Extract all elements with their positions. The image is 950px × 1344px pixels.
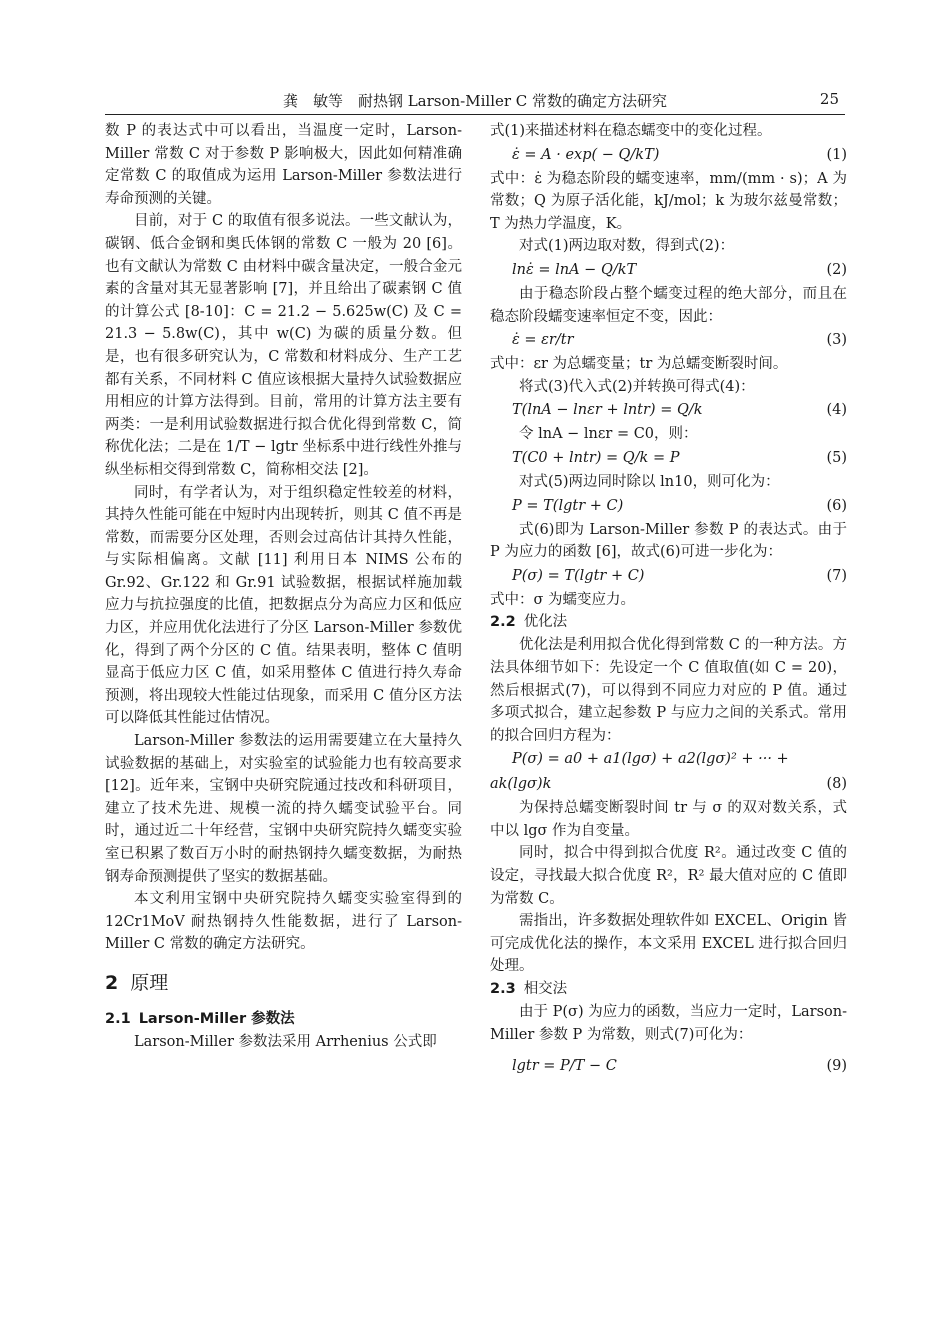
equation-expression: T(lnA − lnεr + lntr) = Q/k xyxy=(512,402,703,419)
paragraph: 将式(3)代入式(2)并转换可得式(4)： xyxy=(519,378,755,395)
section-title: 原理 xyxy=(130,971,169,994)
paragraph: 为保持总蠕变断裂时间 tr 与 σ 的双对数关系，式中以 lgσ 作为自变量。 xyxy=(490,800,847,839)
equation-number: (7) xyxy=(826,567,847,584)
paragraph: 优化法是利用拟合优化得到常数 C 的一种方法。方法具体细节如下：先设定一个 C 值取值(如 C = 20)，然后根据式(7)，可以得到不同应力对应的 P 值。通过多项式拟合，建立起参数 P 与应力之间的关系式。常用的拟合回归方程为： xyxy=(490,637,847,744)
equation-expression: P(σ) = T(lgtr + C) xyxy=(512,567,645,584)
subsection-heading xyxy=(490,978,847,1001)
subsection-title: 优化法 xyxy=(523,614,568,631)
subsection-number: 2.3 xyxy=(490,981,516,998)
paragraph: 目前，对于 C 的取值有很多说法。一些文献认为，碳钢、低合金钢和奥氏体钢的常数 C 一般为 20 [6]。也有文献认为常数 C 由材料中碳含量决定，一般合金元素的含量对其无显著影响 [7]，并且给出了碳素钢 C 值的计算公式 [8-10]：C = 21.2 − 5.625w(C) 及 C = 21.3 − 5.8w(C)，其中 w(C) 为碳的质量分数。但是，也有很多研究认为，C 常数和材料成分、生产工艺都有关系，不同材料 C 值应该根据大量持久试验数据应用相应的计算方法得到。目前，常用的计算方法主要有两类：一是利用试验数据进行拟合优化得到常数 C，简称优化法；二是在 1/T − lgtr 坐标系中进行线性外推与纵坐标相交得到常数 C，简称相交法 [2]。 xyxy=(105,213,462,478)
subsection-heading xyxy=(105,1008,462,1031)
paragraph: 数 P 的表达式中可以看出，当温度一定时，Larson-Miller 常数 C 对于参数 P 影响极大，因此如何精准确定常数 C 的取值成为运用 Larson-Miller 参数法进行寿命预测的关键。 xyxy=(105,123,462,207)
paragraph: Larson-Miller 参数法采用 Arrhenius 公式即 xyxy=(134,1033,437,1050)
paragraph: 本文利用宝钢中央研究院持久蠕变实验室得到的 12Cr1MoV 耐热钢持久性能数据，进行了 Larson-Miller C 常数的确定方法研究。 xyxy=(105,891,462,953)
equation-7 xyxy=(490,564,847,589)
subsection-title: Larson-Miller 参数法 xyxy=(138,1010,295,1027)
running-header xyxy=(105,88,845,115)
equation-number: (9) xyxy=(826,1058,847,1075)
equation-number: (8) xyxy=(826,776,847,793)
paragraph: 式中：σ 为蠕变应力。 xyxy=(490,591,636,608)
equation-number: (1) xyxy=(826,146,847,163)
section-heading xyxy=(105,970,462,996)
subsection-title: 相交法 xyxy=(523,981,568,998)
equation-number: (2) xyxy=(826,261,847,278)
subsection-heading xyxy=(490,611,847,634)
paragraph: 需指出，许多数据处理软件如 EXCEL、Origin 皆可完成优化法的操作，本文采用 EXCEL 进行拟合回归处理。 xyxy=(490,913,847,975)
equation-number: (4) xyxy=(826,402,847,419)
equation-expression: P(σ) = a0 + a1(lgσ) + a2(lgσ)² + ··· + xyxy=(512,751,789,768)
section-number: 2 xyxy=(105,971,119,994)
paragraph: 对式(5)两边同时除以 ln10，则可化为： xyxy=(519,473,780,490)
paragraph: 对式(1)两边取对数，得到式(2)： xyxy=(519,238,735,255)
equation-expression: ε̇ = A · exp( − Q/kT) xyxy=(512,146,660,163)
equation-5 xyxy=(490,446,847,471)
paragraph: 由于 P(σ) 为应力的函数，当应力一定时，Larson-Miller 参数 P 为常数，则式(7)可化为： xyxy=(490,1004,847,1043)
page-number: 25 xyxy=(819,90,839,108)
equation-8-line-2 xyxy=(490,772,847,797)
equation-6 xyxy=(490,494,847,519)
right-column xyxy=(490,120,847,1086)
left-column xyxy=(105,120,462,1054)
equation-3 xyxy=(490,328,847,353)
equation-number: (3) xyxy=(826,332,847,349)
paragraph: 由于稳态阶段占整个蠕变过程的绝大部分，而且在稳态阶段蠕变速率恒定不变，因此： xyxy=(490,285,847,325)
equation-9 xyxy=(490,1046,847,1086)
paragraph: 式中：εr 为总蠕变量；tr 为总蠕变断裂时间。 xyxy=(490,356,788,373)
equation-expression: ε̇ = εr/tr xyxy=(512,332,574,349)
paragraph: 式(1)来描述材料在稳态蠕变中的变化过程。 xyxy=(490,123,772,139)
equation-1 xyxy=(490,143,847,168)
equation-number: (5) xyxy=(826,449,847,466)
paragraph: 式中：ε̇ 为稳态阶段的蠕变速率，mm/(mm · s)；A 为常数；Q 为原子活化能，kJ/mol；k 为玻尔兹曼常数；T 为热力学温度，K。 xyxy=(490,170,847,232)
equation-4 xyxy=(490,398,847,423)
equation-expression: lgtr = P/T − C xyxy=(512,1058,617,1075)
equation-2 xyxy=(490,258,847,283)
paragraph: 令 lnA − lnεr = C0，则： xyxy=(519,426,698,443)
equation-expression: P = T(lgtr + C) xyxy=(512,497,624,514)
paragraph: Larson-Miller 参数法的运用需要建立在大量持久试验数据的基础上，对实验室的试验能力也有较高要求 [12]。近年来，宝钢中央研究院通过技改和科研项目，建立了技术先进、规模一流的持久蠕变试验平台。同时，通过近二十年经营，宝钢中央研究院持久蠕变实验室已积累了数百万小时的耐热钢持久蠕变数据，为耐热钢寿命预测提供了坚实的数据基础。 xyxy=(105,733,462,885)
equation-8-line-1 xyxy=(490,747,847,772)
equation-expression: ak(lgσ)k xyxy=(490,776,552,793)
equation-expression: T(C0 + lntr) = Q/k = P xyxy=(512,449,680,466)
paragraph: 同时，有学者认为，对于组织稳定性较差的材料，其持久性能可能在中短时内出现转折，则其 C 值不再是常数，而需要分区处理，否则会过高估计其持久性能，与实际相偏离。文献 [11] 利用日本 NIMS 公布的 Gr.92、Gr.122 和 Gr.91 试验数据，根据试样施加载应力与抗拉强度的比值，把数据点分为高应力区和低应力区，并应用优化法进行了分区 Larson-Miller 参数优化，得到了两个分区的 C 值。结果表明，整体 C 值明显高于低应力区 C 值，如采用整体 C 值进行持久寿命预测，将出现较大性能过估现象，而采用 C 值分区方法可以降低其性能过估情况。 xyxy=(105,484,462,727)
equation-expression: lnε̇ = lnA − Q/kT xyxy=(512,261,637,278)
paragraph: 式(6)即为 Larson-Miller 参数 P 的表达式。由于 P 为应力的函数 [6]，故式(6)可进一步化为： xyxy=(490,521,847,561)
running-title: 龚 敏等 耐热钢 Larson-Miller C 常数的确定方法研究 xyxy=(282,92,668,110)
paragraph: 同时，拟合中得到拟合优度 R²。通过改变 C 值的设定，寻找最大拟合优度 R²，R² 最大值对应的 C 值即为常数 C。 xyxy=(490,845,847,907)
equation-number: (6) xyxy=(826,497,847,514)
subsection-number: 2.1 xyxy=(105,1010,131,1027)
subsection-number: 2.2 xyxy=(490,614,516,631)
